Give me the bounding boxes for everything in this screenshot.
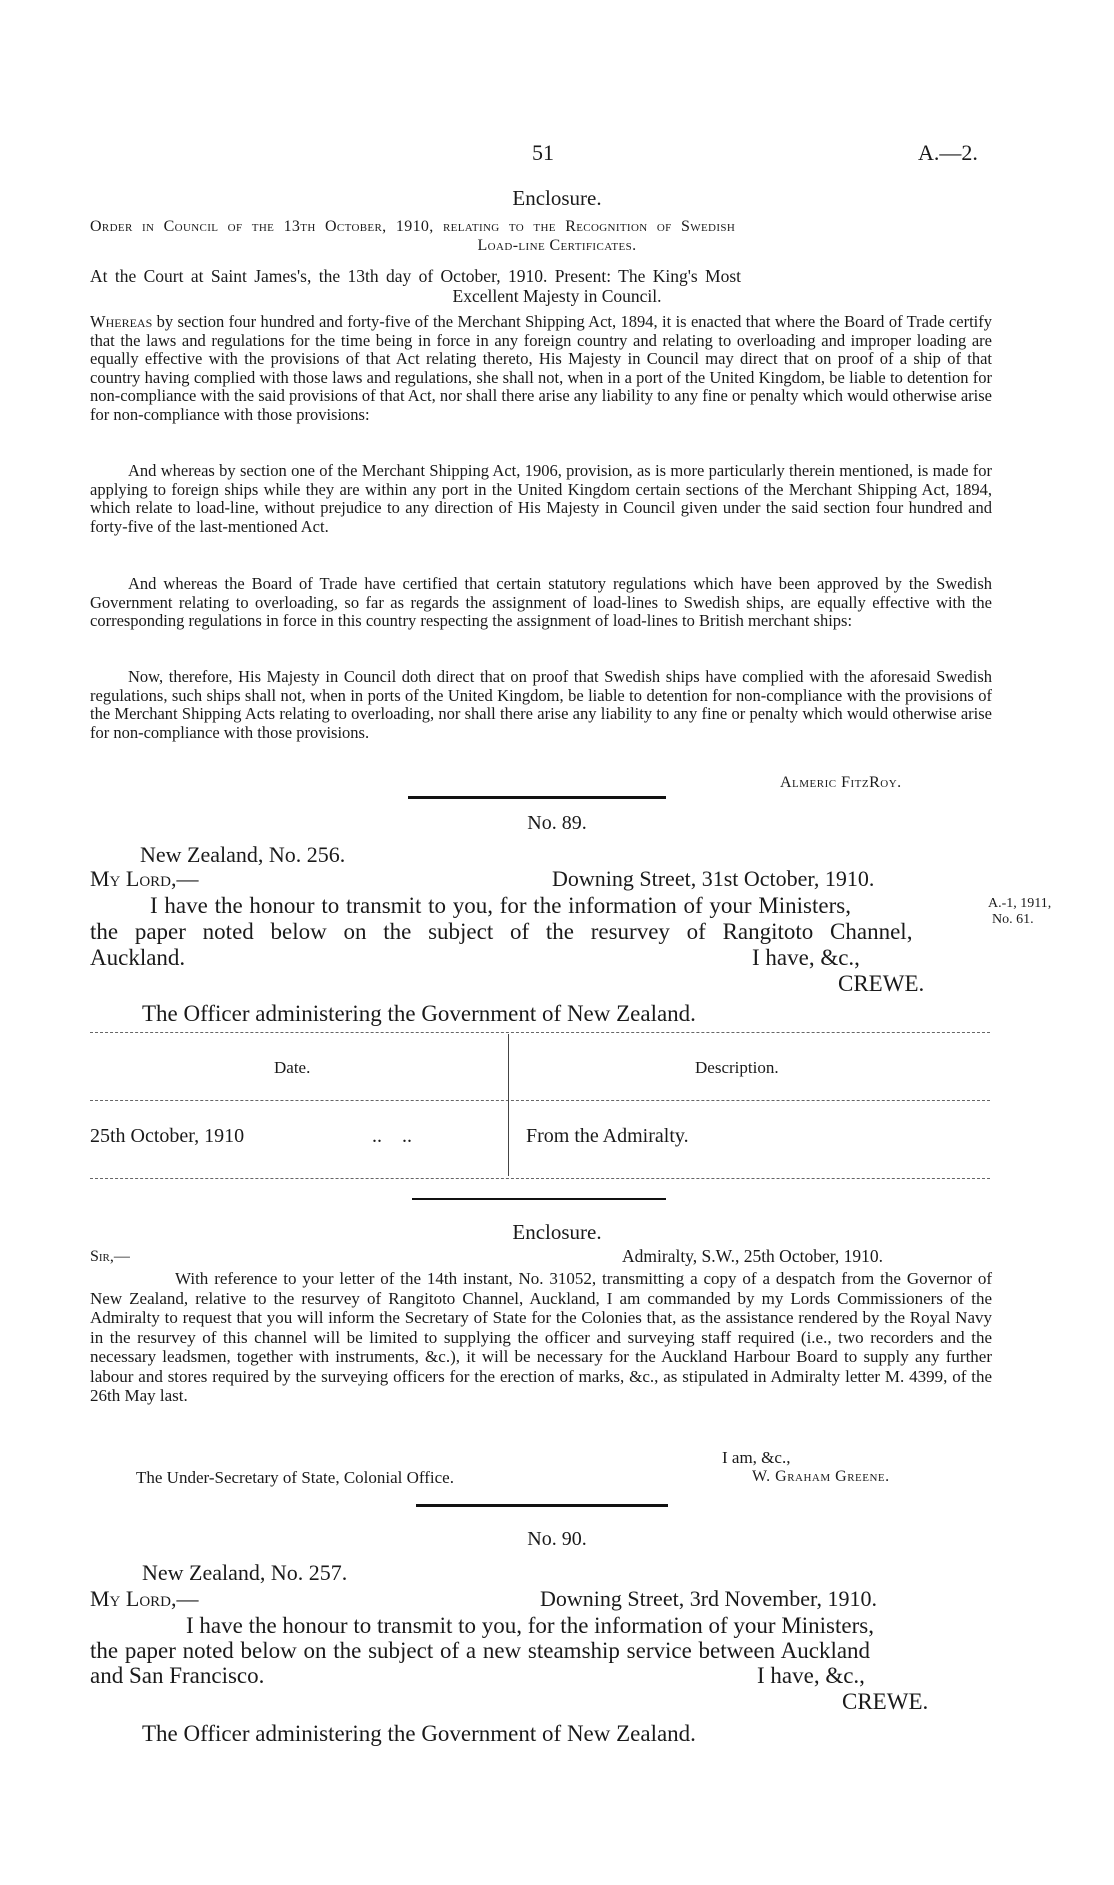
enclosure-heading: Enclosure. <box>512 1220 602 1244</box>
admiralty-letter-body: With reference to your letter of the 14th instant, No. 31052, transmitting a copy of a despatch from the Governor of New Zealand, relative to the resurvey of Rangitoto Channel, Auckland, I am commanded by my Lords Commissioners of the Admiralty to request that you will inform the Secretary of State for the Colonies that, as the assistance rendered by the Royal Navy in the resurvey of this channel will be limited to supplying the officer and surveying staff required (i.e., two recorders and the necessary leadsmen, together with instruments, &c.), it will be necessary for the Auckland Harbour Board to supply any further labour and stores required by the surveying officers for the erection of marks, &c., as stipulated in Admiralty letter M. 4399, of the 26th May last. <box>90 1269 992 1405</box>
enclosure-heading: Enclosure. <box>512 186 602 210</box>
table-header-description: Description. <box>695 1058 779 1077</box>
table-cell-description: From the Admiralty. <box>526 1125 689 1147</box>
despatch-number-90: No. 90. <box>527 1528 587 1550</box>
place-date-admiralty: Admiralty, S.W., 25th October, 1910. <box>622 1246 883 1266</box>
place-date-89: Downing Street, 31st October, 1910. <box>552 866 875 891</box>
salutation-sir: Sir,— <box>90 1248 130 1265</box>
table-header-date: Date. <box>274 1058 311 1077</box>
nz-reference-257: New Zealand, No. 257. <box>142 1560 348 1585</box>
section-divider <box>412 1198 666 1200</box>
despatch-89-line-2: the paper noted below on the subject of the resurvey of Rangitoto Channel, <box>90 919 913 944</box>
order-paragraph-4: Now, therefore, His Majesty in Council doth direct that on proof that Swedish ships have complied with the aforesaid Swedish regulations, such ships shall not, when in ports of the United Kingdom, be liable to detention for non-compliance with the provisions of the Merchant Shipping Acts relating to overloading, nor shall there arise any liability to any fine or penalty which would otherwise arise for non-compliance with those provisions. <box>90 667 992 742</box>
despatch-90-line-2: the paper noted below on the subject of a new steamship service between Auckland <box>90 1638 871 1663</box>
table-header-rule <box>90 1100 990 1101</box>
despatch-89-line-1: I have the honour to transmit to you, for the information of your Ministers, <box>150 893 851 918</box>
order-title-line-1: Order in Council of the 13th October, 1910, relating to the Recognition of Swedish <box>90 218 736 235</box>
closing-admiralty: I am, &c., <box>722 1448 791 1467</box>
salutation-my-lord: My Lord,— <box>90 866 199 891</box>
signature-crewe-89: CREWE. <box>838 971 925 996</box>
closing-89: I have, &c., <box>752 945 860 970</box>
document-reference: A.—2. <box>918 140 978 165</box>
place-date-90: Downing Street, 3rd November, 1910. <box>540 1586 878 1611</box>
table-column-divider <box>508 1034 509 1176</box>
signature-crewe-90: CREWE. <box>842 1689 929 1714</box>
despatch-90-line-3: and San Francisco. <box>90 1663 265 1688</box>
table-cell-leaders: .. .. <box>372 1125 412 1147</box>
salutation-my-lord: My Lord,— <box>90 1586 199 1611</box>
court-line-1: At the Court at Saint James's, the 13th day of October, 1910. Present: The King's Most <box>90 266 742 286</box>
order-paragraph-3: And whereas the Board of Trade have certified that certain statutory regulations which have been approved by the Swedish Government relating to overloading, so far as regards the assignment of load-lines to Swedish ships, are equally effective with the corresponding regulations in force in this country respecting the assignment of load-lines to British merchant ships: <box>90 574 992 631</box>
order-title-line-2: Load-line Certificates. <box>477 237 637 254</box>
order-paragraph-2: And whereas by section one of the Merchant Shipping Act, 1906, provision, as is more particularly therein mentioned, is made for applying to foreign ships while they are within any port in the United Kingdom certain sections of the Merchant Shipping Act, 1894, which relate to load-line, without prejudice to any direction of His Majesty in Council given under the said section four hundred and forty-five of the last-mentioned Act. <box>90 461 992 536</box>
despatch-90-line-1: I have the honour to transmit to you, for the information of your Ministers, <box>186 1613 874 1638</box>
signature-graham-greene: W. Graham Greene. <box>752 1468 890 1485</box>
court-line-2: Excellent Majesty in Council. <box>452 286 662 306</box>
whereas-lead: Whereas <box>90 312 153 331</box>
closing-90: I have, &c., <box>757 1663 865 1688</box>
section-divider <box>408 796 666 799</box>
margin-note-line-2: No. 61. <box>992 912 1034 927</box>
order-paragraph-1 <box>90 313 992 425</box>
despatch-number-89: No. 89. <box>527 812 587 834</box>
table-bottom-rule <box>90 1178 990 1179</box>
nz-reference-256: New Zealand, No. 256. <box>140 842 346 867</box>
table-cell-date: 25th October, 1910 <box>90 1125 245 1147</box>
addressee-89: The Officer administering the Government of New Zealand. <box>142 1001 696 1026</box>
section-divider <box>416 1504 668 1507</box>
addressee-90: The Officer administering the Government of New Zealand. <box>142 1721 696 1746</box>
order-paragraph-1-text: by section four hundred and forty-five of the Merchant Shipping Act, 1894, it is enacted that where the Board of Trade certify that the laws and regulations for the time being in force in any foreign country and relating to overloading and improper loading are equally effective with the provisions of that Act relating thereto, His Majesty in Council may direct that on proof of a ship of that country having complied with those laws and regulations, she shall not, when in a port of the United Kingdom, be liable to detention for non-compliance with the said provisions of that Act, nor shall there arise any liability to any fine or penalty which would otherwise arise for non-compliance with those provisions: <box>90 312 992 424</box>
margin-note-line-1: A.-1, 1911, <box>988 896 1052 911</box>
table-top-rule <box>90 1032 990 1033</box>
despatch-89-line-3: Auckland. <box>90 945 186 970</box>
signature-fitzroy: Almeric FitzRoy. <box>780 774 902 791</box>
page-number: 51 <box>532 140 554 165</box>
addressee-under-secretary: The Under-Secretary of State, Colonial Office. <box>136 1468 454 1487</box>
